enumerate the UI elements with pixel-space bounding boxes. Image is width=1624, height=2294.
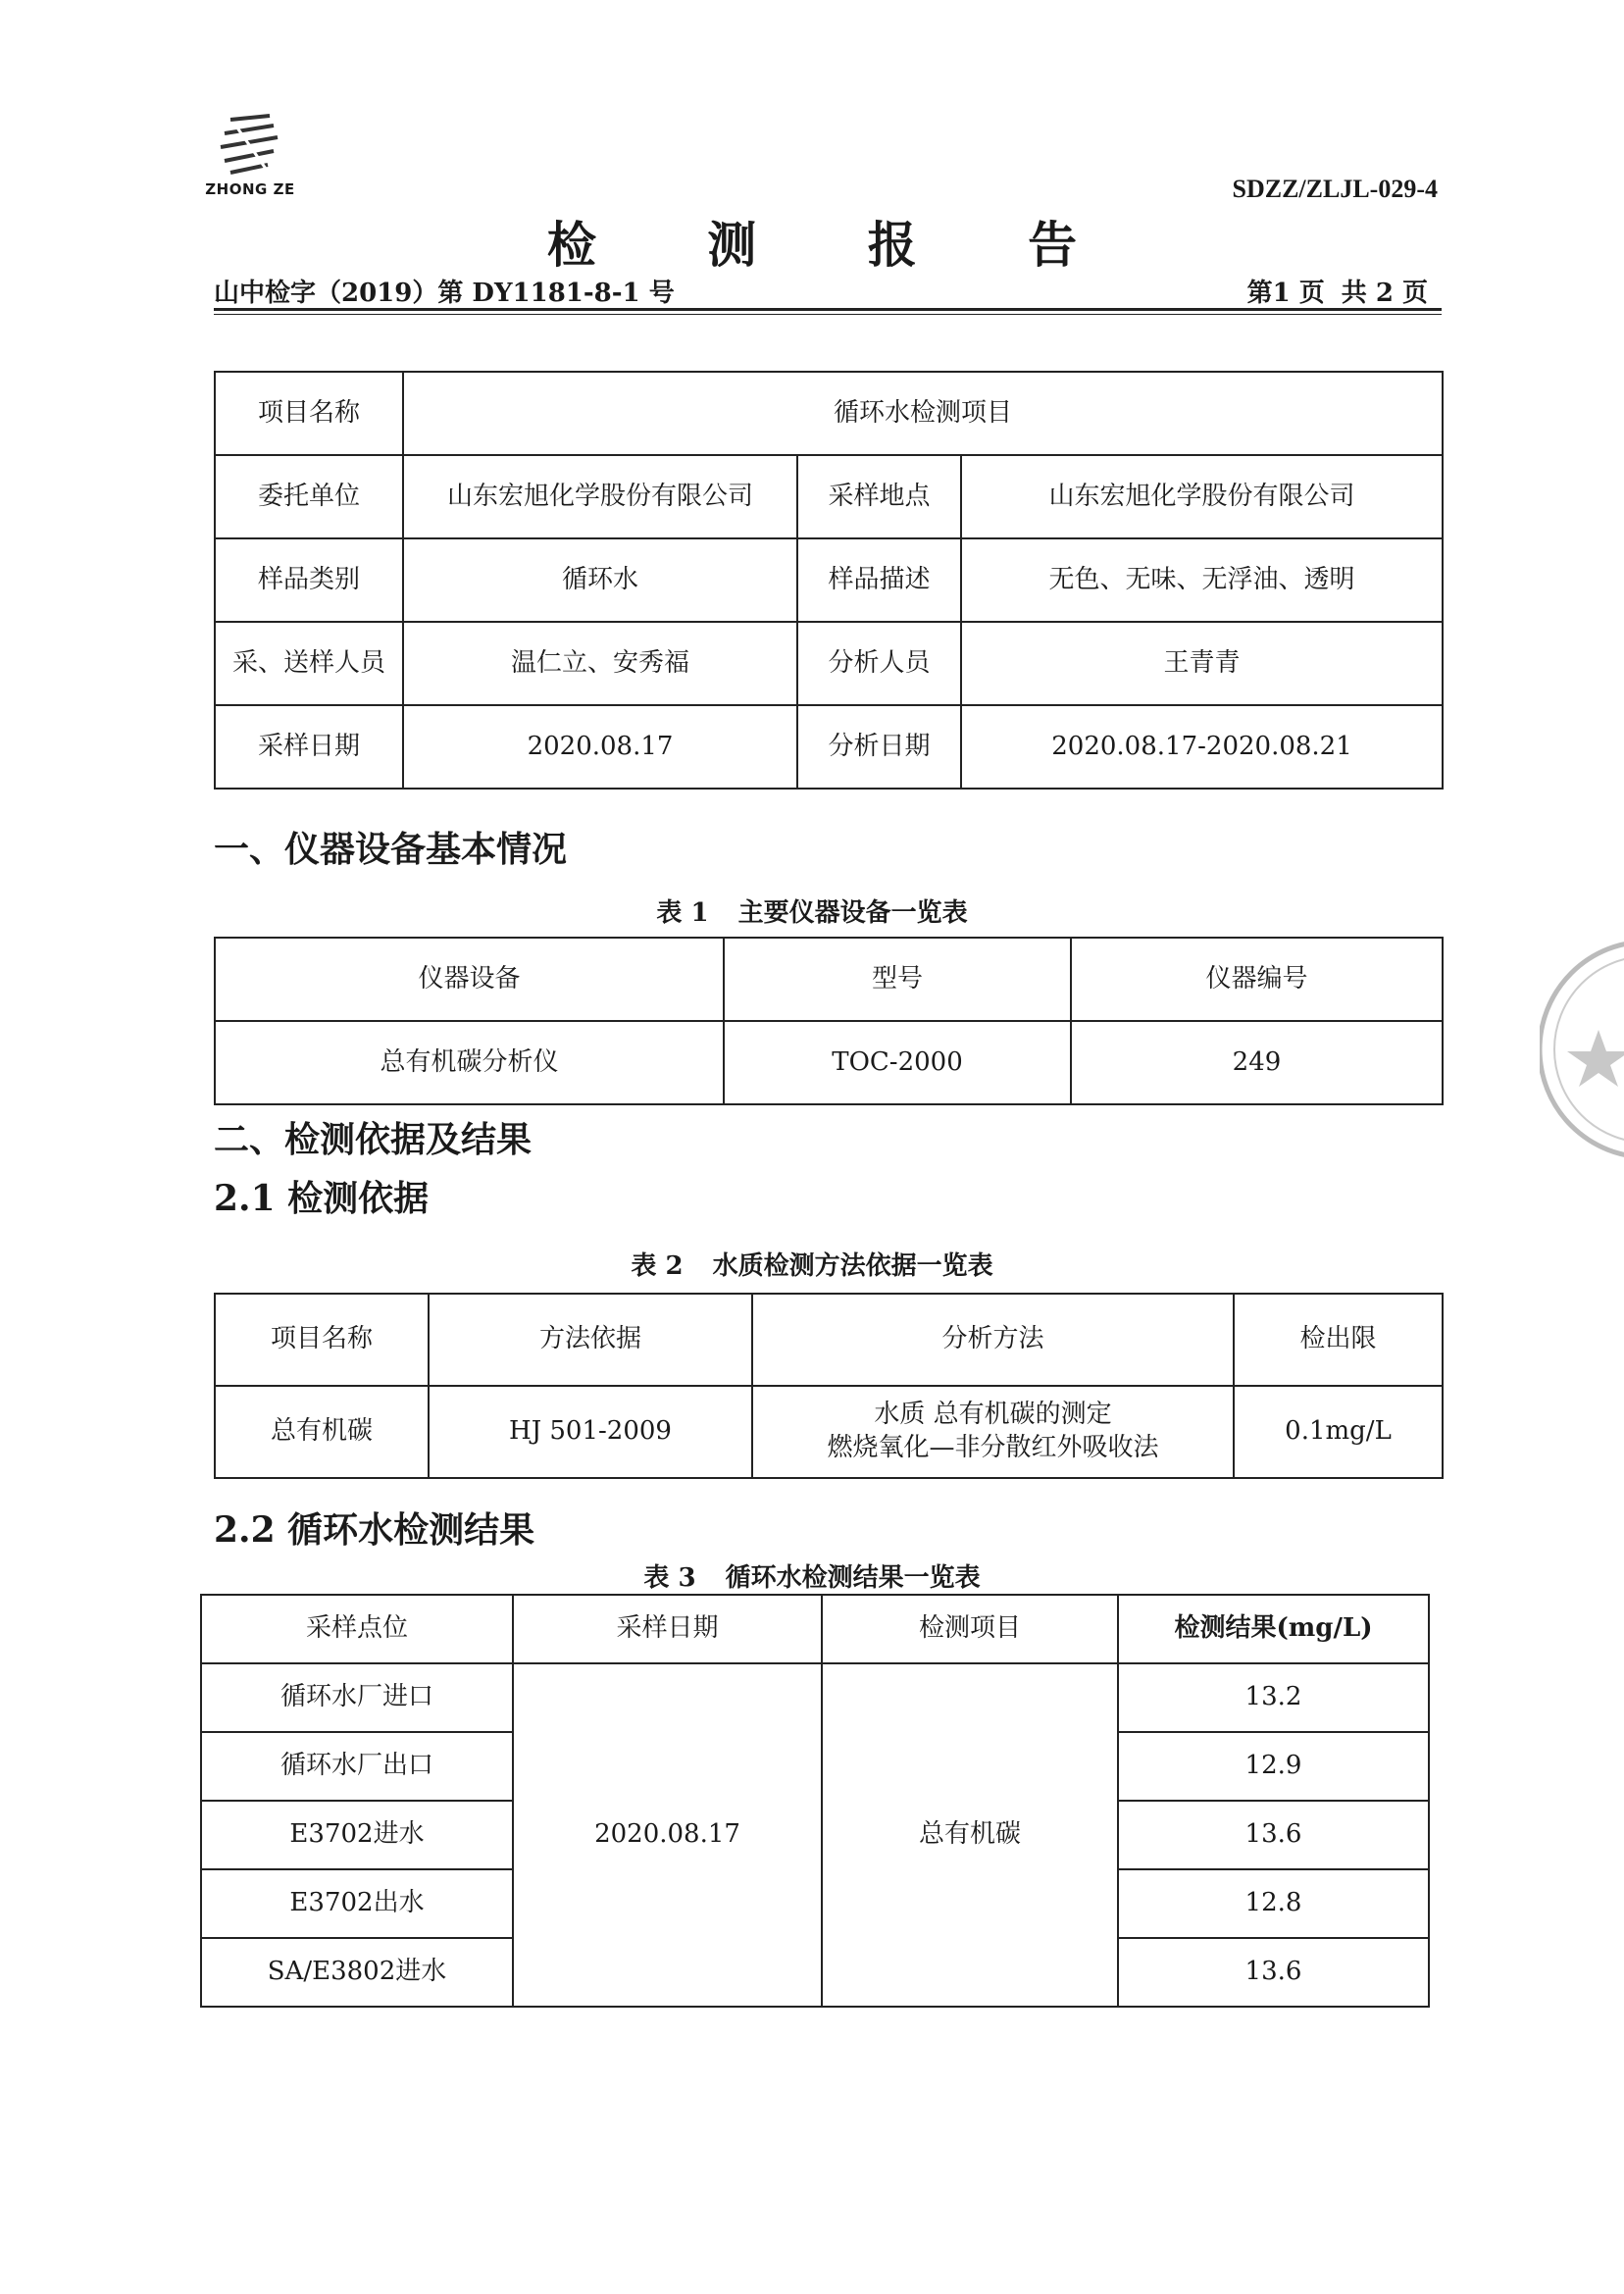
project-info-table — [214, 371, 1444, 790]
analysis-date-label: 分析日期 — [797, 705, 961, 789]
section-2-2-title: 2.2 循环水检测结果 — [214, 1509, 535, 1551]
equipment-table — [214, 937, 1444, 1105]
sample-point-cell: SA/E3802进水 — [201, 1938, 513, 2007]
table-header-row — [215, 938, 1443, 1021]
table-cell: TOC-2000 — [724, 1021, 1071, 1104]
sample-date-cell: 2020.08.17 — [513, 1663, 822, 2007]
document-code: SDZZ/ZLJL-029-4 — [1232, 175, 1438, 203]
report-number: 山中检字（2019）第 DY1181-8-1 号 — [214, 279, 675, 308]
column-header: 仪器设备 — [215, 938, 724, 1021]
result-cell: 12.8 — [1118, 1869, 1429, 1938]
table-row — [215, 705, 1443, 789]
table-cell: 总有机碳 — [215, 1386, 429, 1478]
result-cell: 13.6 — [1118, 1938, 1429, 2007]
table-row — [215, 538, 1443, 622]
page-current: 第1 页 — [1246, 279, 1325, 308]
result-cell: 13.2 — [1118, 1663, 1429, 1732]
page-total: 共 2 页 — [1341, 279, 1428, 308]
column-header: 分析方法 — [752, 1294, 1234, 1386]
section-2-1-title: 2.1 检测依据 — [214, 1178, 430, 1219]
method-cell — [752, 1386, 1234, 1478]
method-table — [214, 1293, 1444, 1479]
page-indicator — [1240, 273, 1428, 309]
table-row — [215, 1021, 1443, 1104]
table-3-caption-text: 循环水检测结果一览表 — [725, 1563, 981, 1593]
sample-desc-label: 样品描述 — [797, 538, 961, 622]
table-row — [215, 1386, 1443, 1478]
project-name-value: 循环水检测项目 — [403, 372, 1443, 455]
table-2-number: 表 2 — [631, 1251, 684, 1281]
table-row — [215, 372, 1443, 455]
table-cell: 0.1mg/L — [1234, 1386, 1443, 1478]
column-header: 检出限 — [1234, 1294, 1443, 1386]
header-rule-thin — [214, 314, 1442, 315]
table-row — [201, 1663, 1429, 1732]
table-1-caption-text: 主要仪器设备一览表 — [737, 898, 968, 928]
sample-date-label: 采样日期 — [215, 705, 403, 789]
sample-date-value: 2020.08.17 — [403, 705, 797, 789]
column-header: 检测项目 — [822, 1595, 1118, 1663]
section-2-title: 二、检测依据及结果 — [214, 1119, 533, 1160]
logo-text: ZHONG ZE — [205, 180, 295, 198]
column-header: 型号 — [724, 938, 1071, 1021]
column-header: 仪器编号 — [1071, 938, 1443, 1021]
analysis-date-value: 2020.08.17-2020.08.21 — [961, 705, 1443, 789]
sample-type-label: 样品类别 — [215, 538, 403, 622]
column-header: 检测结果(mg/L) — [1118, 1595, 1429, 1663]
column-header: 方法依据 — [429, 1294, 752, 1386]
table-row — [215, 622, 1443, 705]
table-header-row — [215, 1294, 1443, 1386]
seal-stamp-icon — [1540, 902, 1624, 1197]
table-header-row — [201, 1595, 1429, 1663]
site-value: 山东宏旭化学股份有限公司 — [961, 455, 1443, 538]
column-header: 采样日期 — [513, 1595, 822, 1663]
header-rule — [214, 308, 1442, 311]
analyst-label: 分析人员 — [797, 622, 961, 705]
sampler-value: 温仁立、安秀福 — [403, 622, 797, 705]
analyst-value: 王青青 — [961, 622, 1443, 705]
table-row — [215, 455, 1443, 538]
table-1-caption — [0, 892, 1624, 929]
sample-point-cell: E3702进水 — [201, 1801, 513, 1869]
site-label: 采样地点 — [797, 455, 961, 538]
table-2-caption-text: 水质检测方法依据一览表 — [712, 1251, 993, 1281]
result-cell: 12.9 — [1118, 1732, 1429, 1801]
method-line-2: 燃烧氧化—非分散红外吸收法 — [827, 1433, 1159, 1462]
result-cell: 13.6 — [1118, 1801, 1429, 1869]
table-cell: HJ 501-2009 — [429, 1386, 752, 1478]
results-table — [200, 1594, 1430, 2008]
table-1-number: 表 1 — [656, 898, 709, 928]
table-cell: 249 — [1071, 1021, 1443, 1104]
column-header: 采样点位 — [201, 1595, 513, 1663]
client-value: 山东宏旭化学股份有限公司 — [403, 455, 797, 538]
table-3-number: 表 3 — [643, 1563, 696, 1593]
sample-desc-value: 无色、无味、无浮油、透明 — [961, 538, 1443, 622]
sample-type-value: 循环水 — [403, 538, 797, 622]
method-line-1: 水质 总有机碳的测定 — [874, 1400, 1112, 1430]
client-label: 委托单位 — [215, 455, 403, 538]
section-1-title: 一、仪器设备基本情况 — [214, 829, 568, 870]
sampler-label: 采、送样人员 — [215, 622, 403, 705]
table-2-caption — [0, 1246, 1624, 1282]
column-header: 项目名称 — [215, 1294, 429, 1386]
test-item-cell: 总有机碳 — [822, 1663, 1118, 2007]
sample-point-cell: E3702出水 — [201, 1869, 513, 1938]
page-title: 检 测 报 告 — [546, 216, 1125, 274]
sample-point-cell: 循环水厂进口 — [201, 1663, 513, 1732]
project-name-label: 项目名称 — [215, 372, 403, 455]
table-3-caption — [0, 1557, 1624, 1594]
table-cell: 总有机碳分析仪 — [215, 1021, 724, 1104]
sample-point-cell: 循环水厂出口 — [201, 1732, 513, 1801]
